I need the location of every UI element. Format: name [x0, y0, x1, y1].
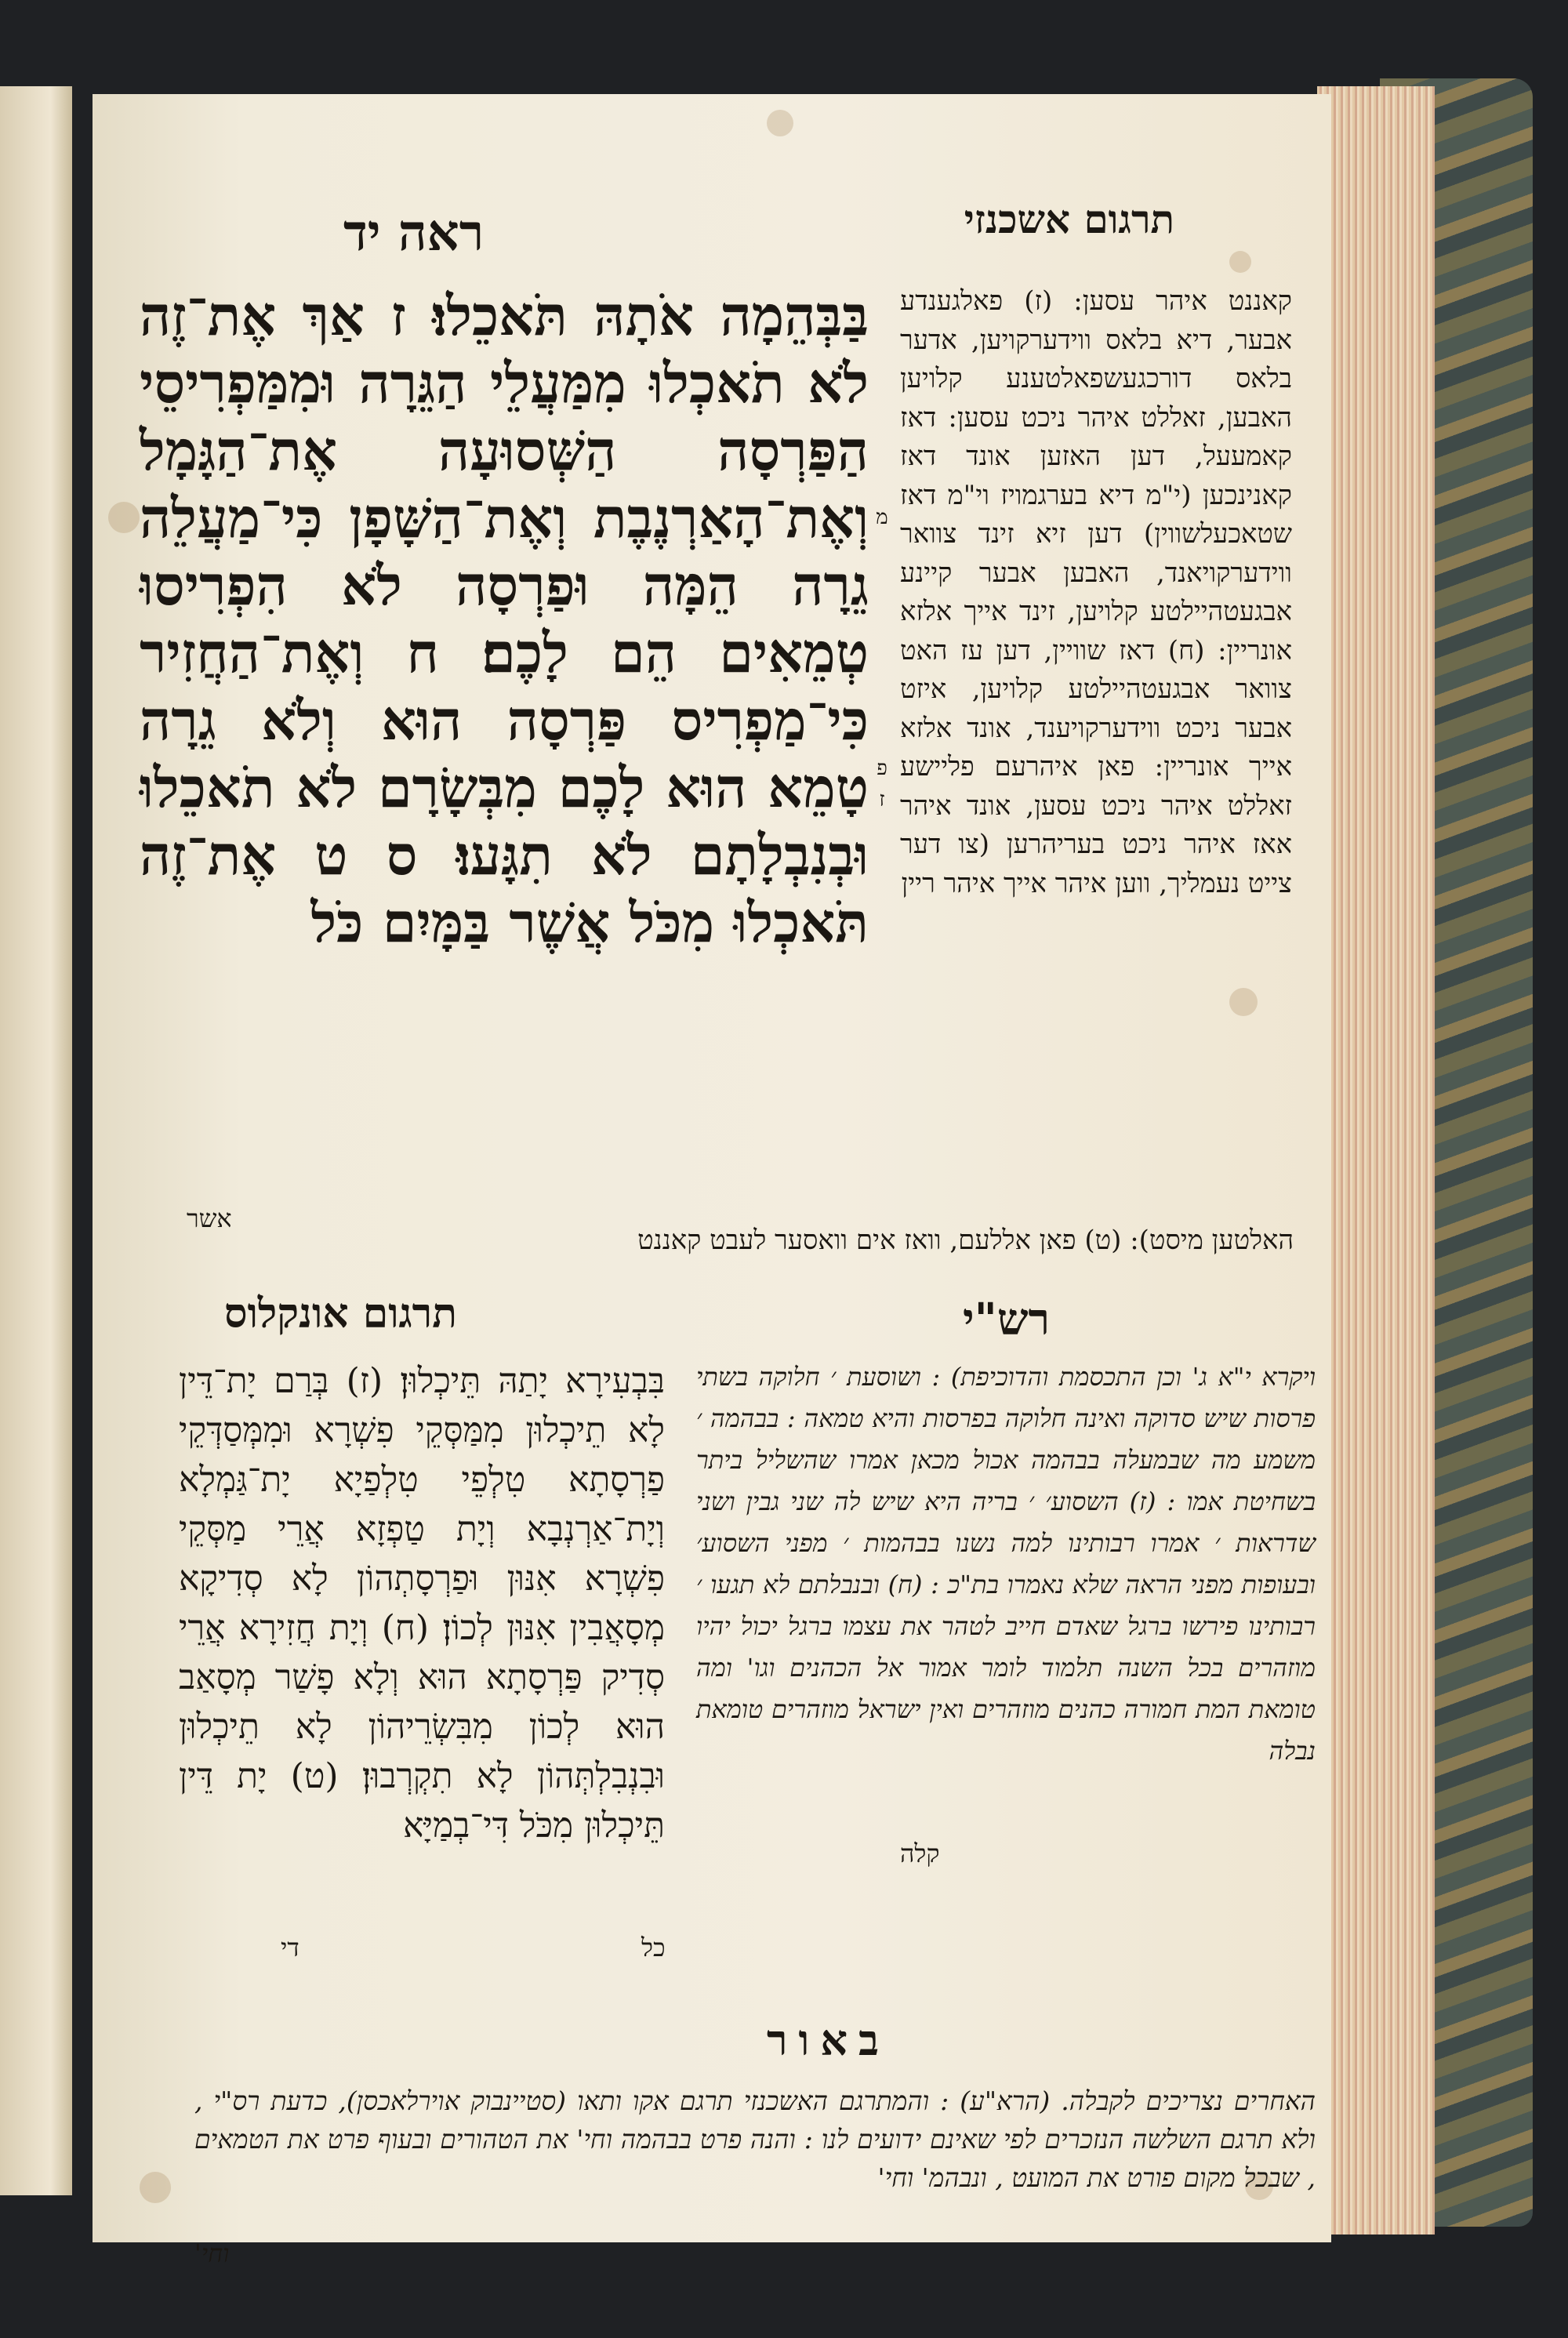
running-header-left: ראה יד — [343, 204, 485, 263]
rashi-catchword: קלה — [900, 1839, 940, 1868]
biur-commentary: האחרים נצריכים לקבלה. (הרא"ע) : והמתרגם האשכנזי תרגם אקו ותאו (סטיינבוק אוירלאכסן), כדעת רס"י , ולא תרגם השלשה הנזכרים לפי שאינם ידועים לנו : והנה פרט בבהמה וחי' את הטהורים ובעוף פרט את הטמאים , שבכל מקום פורט את המועט , ונבהמ' וחי' — [194, 2086, 1316, 2193]
rashi-heading: רש"י — [963, 1294, 1051, 1345]
margin-marker: פ — [877, 757, 887, 780]
hebrew-main-text: בַּבְּהֵמָה אֹתָהּ תֹּאכֵלוּ׃ ז אַךְ אֶת־זֶה לֹא תֹאכְלוּ מִמַּעֲלֵי הַגֵּרָה וּמִמַּפְרִיסֵי הַפַּרְסָה הַשְּׁסוּעָה אֶת־הַגָּמָל וְאֶת־הָאַרְנֶבֶת וְאֶת־הַשָּׁפָן כִּי־מַעֲלֵה גֵרָה הֵמָּה וּפַרְסָה לֹא הִפְרִיסוּ טְמֵאִים הֵם לָכֶם׃ ח וְאֶת־הַחֲזִיר כִּי־מַפְרִיס פַּרְסָה הוּא וְלֹא גֵרָה טָמֵא הוּא לָכֶם מִבְּשָׂרָם לֹא תֹאכֵלוּ וּבְנִבְלָתָם לֹא תִגָּעוּ׃ ס ט אֶת־זֶה תֹּאכְלוּ מִכֹּל אֲשֶׁר בַּמָּיִם כֹּל — [140, 283, 869, 955]
ashkenazi-translation: קאננט איהר עסען: (ז) פאלגענדע אבער, דיא בלאס ווידערקויען, אדער בלאס דורכגעשפאלטענע קלויען האבען, זאללט איהר ניכט עסען: דאז קאמעעל, דען האזען אונד דאז קאנינכען (י"מ דיא בערגמויז וי"מ דאז שטאכעלשווין) דען זיא זינד צוואר ווידערקויאנד, האבען אבער קיינע אבגעטהיילטע קלויען, זינד אייך אלזא אונריין: (ח) דאז שוויין, דען עז האט צוואר אבגעטהיילטע קלויען, איזט אבער ניכט ווידערקויענד, אונד אלזא אייך אונריין: פאן איהרעם פליישע זאללט איהר ניכט עסען, אונד איהר אאז איהר ניכט בעריהרען (צו דער צייט נעמליך, ווען איהר אייך איהר ריין — [900, 285, 1292, 899]
rashi-commentary: ויקרא י"א ג' וכן התכסמת והדוכיפת) : ושוסעת ׳ חלוקה בשתי פרסות שיש סדוקה ואינה חלוקה בפרסות והיא טמאה : בבהמה ׳ משמע מה שבמעלה בבהמה אכול מכאן אמרו שהשליל ביתר בשחיטת אמו : (ז) השסוע׳ ׳ בריה היא שיש לה שני גבין ושני שדראות ׳ אמרו רבותינו למה נשנו בבהמות ׳ מפני השסוע׳ ובעופות מפני הראה שלא נאמרו בת"כ : (ח) ובנבלתם לא תגעו ׳ רבותינו פירשו ברגל שאדם חייב לטהר את עצמו ברגל יכול יהיו מוזהרים בכל השנה תלמוד לומר אמור אל הכהנים וגו' ומה טומאת המת חמורה כהנים מוזהרים ואין ישראל מוזהרים טומאת נבלה — [696, 1362, 1316, 1766]
facing-page-edge — [0, 86, 72, 2195]
ashkenazi-translation-overflow: האלטען מיסט): (ט) פאן אללעם, וואז אים וואסער לעבט קאננט — [637, 1225, 1294, 1256]
main-catchword: אשר — [187, 1203, 232, 1233]
foxing-stain — [1229, 251, 1251, 273]
foxing-stain — [1229, 988, 1258, 1016]
margin-marker: מ — [876, 506, 888, 529]
book-page — [93, 94, 1331, 2268]
margin-marker: ז — [879, 788, 885, 811]
foxing-stain — [140, 2172, 171, 2203]
onkelos-catchword: כל — [641, 1933, 666, 1962]
onkelos-translation: בִּבְעִירָא יָתַהּ תֵּיכְלוּן׃ (ז) בְּרַם יָת־דֵּין לָא תֵיכְלוּן מִמַּסְּקֵי פִשְׁרָא וּמִמְּסַדְּקֵי פַרְסָתָא טִלְפֵי טִלְפַיָא יָת־גַּמְלָא וְיָת־אַרְנְבָא וְיָת טַפְזָא אֲרֵי מַסְּקֵי פִשְׁרָא אִנּוּן וּפַרְסָתְהוֹן לָא סְדִיקָא מְסָאֲבִין אִנּוּן לְכוֹן׃ (ח) וְיָת חֲזִירָא אֲרֵי סְדִיק פַּרְסָתָא הוּא וְלָא פָשַׁר מְסָאַב הוּא לְכוֹן מִבִּשְׂרֵיהוֹן לָא תֵיכְלוּן וּבִנְבִלְתְּהוֹן לָא תִקְרְבוּן׃ (ט) יָת דֵּין תֵּיכְלוּן מִכֹּל דִּי־בְמַיָּא — [179, 1361, 665, 1846]
page-edges — [1317, 86, 1435, 2235]
biur-catchword: וחי' — [194, 2238, 230, 2268]
onkelos-catchword: די — [281, 1933, 299, 1962]
foxing-stain — [108, 502, 140, 533]
onkelos-heading: תרגום אונקלוס — [224, 1290, 457, 1338]
foxing-stain — [767, 110, 793, 136]
biur-heading: באור — [767, 2015, 891, 2065]
margin-markers — [870, 502, 894, 815]
running-header-right: תרגום אשכנזי — [964, 196, 1174, 242]
